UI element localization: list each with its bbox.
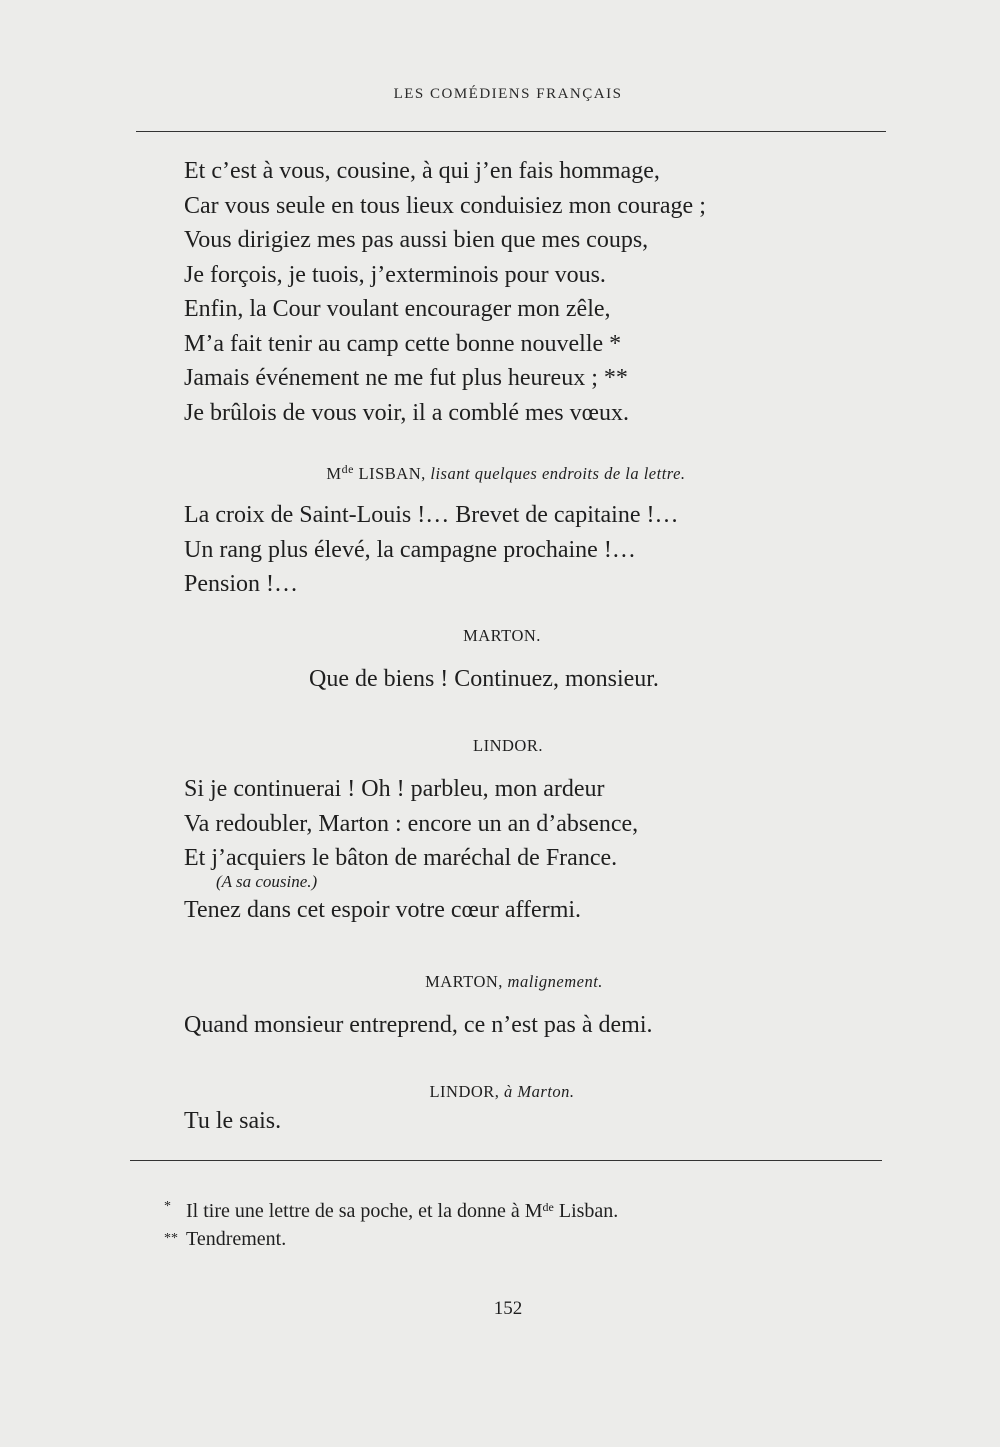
stage-direction: à Marton. xyxy=(504,1082,575,1101)
verse-line: Quand monsieur entreprend, ce n’est pas à demi. xyxy=(184,1012,653,1038)
verse-line: Je forçois, je tuois, j’exterminois pour vous. xyxy=(184,261,606,288)
verse-line: Tu le sais. xyxy=(184,1108,282,1134)
footnotes xyxy=(164,1193,618,1253)
footnote-mark: * xyxy=(164,1199,171,1214)
running-header: LES COMÉDIENS FRANÇAIS xyxy=(393,86,623,102)
verse-line: Jamais événement ne me fut plus heureux ; ** xyxy=(184,365,628,391)
speaker-name: LISBAN, xyxy=(353,464,426,483)
verse-line: Un rang plus élevé, la campagne prochaine !… xyxy=(184,536,636,563)
header-rule xyxy=(136,131,886,132)
verse-line: Pension !… xyxy=(184,571,298,597)
footnote-text: Lisban. xyxy=(553,1200,619,1222)
speaker-name: LINDOR, xyxy=(429,1082,500,1101)
speaker-lindor xyxy=(2,1082,1000,1102)
speaker-sup: de xyxy=(341,462,354,476)
footnote-rule xyxy=(130,1160,882,1161)
verse-line: Vous dirigiez mes pas aussi bien que mes coups, xyxy=(184,227,649,253)
verse-block-2 xyxy=(184,498,679,602)
verse-line: Car vous seule en tous lieux conduisiez mon courage ; xyxy=(184,192,706,219)
footnote-text: Tendrement. xyxy=(186,1228,287,1250)
verse-line: Et j’acquiers le bâton de maréchal de France. xyxy=(184,845,618,871)
verse-line: M’a fait tenir au camp cette bonne nouvelle * xyxy=(184,330,622,357)
speaker-lindor: LINDOR. xyxy=(473,736,543,755)
speaker-name: MARTON, xyxy=(425,972,503,991)
speaker-prefix: M xyxy=(326,464,342,483)
stage-direction: (A sa cousine.) xyxy=(216,872,318,891)
verse-line: Je brûlois de vous voir, il a comblé mes vœux. xyxy=(184,399,629,426)
speaker-marton xyxy=(14,972,1000,992)
stage-direction: malignement. xyxy=(507,972,603,991)
verse-line: Va redoubler, Marton : encore un an d’absence, xyxy=(184,810,639,837)
verse-line: Tenez dans cet espoir votre cœur affermi. xyxy=(184,897,582,923)
speaker-marton: MARTON. xyxy=(463,626,541,645)
footnote-sup: de xyxy=(542,1200,554,1214)
verse-line: Que de biens ! Continuez, monsieur. xyxy=(309,666,659,692)
verse-line: Si je continuerai ! Oh ! parbleu, mon ardeur xyxy=(184,776,605,802)
page-number: 152 xyxy=(493,1298,523,1319)
speaker-lisban xyxy=(6,462,1000,484)
verse-line: Enfin, la Cour voulant encourager mon zêle, xyxy=(184,296,611,322)
verse-block-1 xyxy=(184,154,706,430)
verse-line: La croix de Saint-Louis !… Brevet de capitaine !… xyxy=(184,502,679,528)
footnote xyxy=(164,1225,618,1253)
footnote-mark: ** xyxy=(164,1231,178,1246)
verse-line: Et c’est à vous, cousine, à qui j’en fais hommage, xyxy=(184,158,660,184)
verse-block-3 xyxy=(184,772,638,876)
stage-direction: lisant quelques endroits de la lettre. xyxy=(430,464,686,483)
footnote xyxy=(164,1193,618,1225)
footnote-text: Il tire une lettre de sa poche, et la donne à M xyxy=(186,1200,543,1222)
